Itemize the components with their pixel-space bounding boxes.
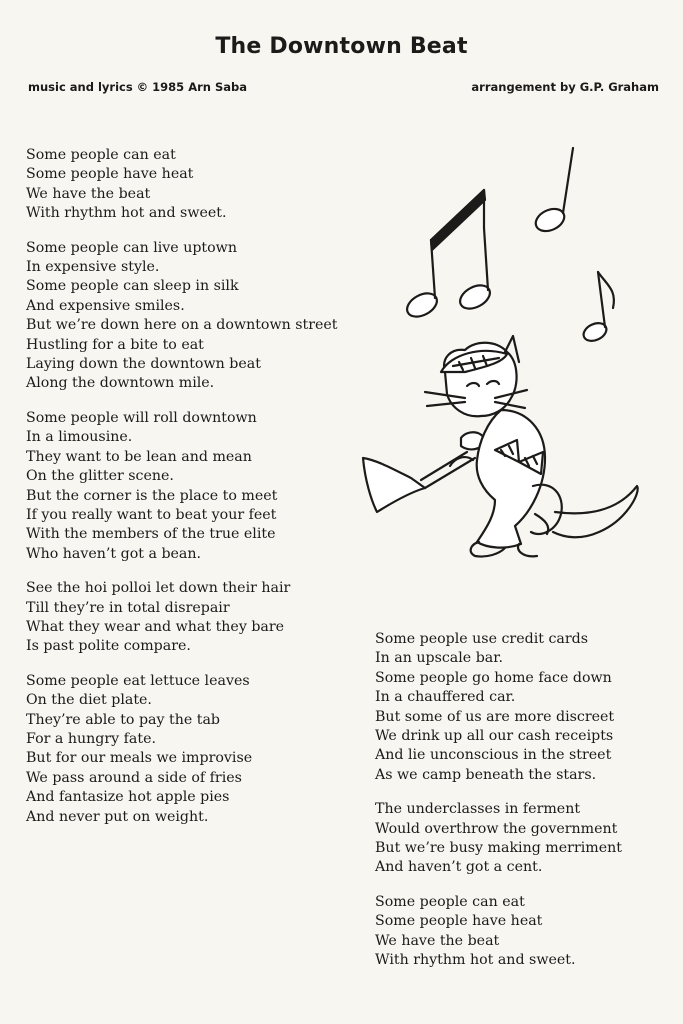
lyric-line: But we’re down here on a downtown street: [26, 317, 338, 334]
lyric-line: And haven’t got a cent.: [375, 859, 543, 876]
lyric-line: Some people have heat: [375, 913, 543, 930]
lyric-line: On the glitter scene.: [26, 468, 174, 485]
lyric-line: Who haven’t got a bean.: [26, 545, 202, 562]
lyric-line: In a limousine.: [26, 429, 133, 446]
lyric-line: For a hungry fate.: [26, 730, 156, 747]
lyric-line: What they wear and what they bare: [26, 618, 285, 635]
lyric-line: But for our meals we improvise: [26, 750, 253, 767]
lyric-line: Hustling for a bite to eat: [26, 336, 204, 353]
lyric-line: But we’re busy making merriment: [375, 840, 622, 857]
lyric-line: Would overthrow the government: [375, 820, 618, 837]
lyric-line: As we camp beneath the stars.: [375, 766, 597, 783]
page-title: The Downtown Beat: [215, 34, 468, 59]
lyric-line: Some people eat lettuce leaves: [26, 672, 250, 689]
cat-playing-trumpet-with-music-notes-icon: [355, 140, 655, 580]
lyric-line: And fantasize hot apple pies: [26, 789, 230, 806]
lyric-line: Some people can eat: [375, 893, 525, 910]
lyric-line: We have the beat: [26, 185, 151, 202]
lyric-line: But the corner is the place to meet: [26, 487, 278, 504]
lyric-line: Some people can eat: [26, 147, 176, 163]
lyric-stanza: [375, 630, 665, 785]
lyrics-right-column: [375, 630, 665, 986]
lyric-line: With rhythm hot and sweet.: [26, 205, 227, 222]
lyric-line: And expensive smiles.: [26, 297, 185, 314]
lyric-line: Along the downtown mile.: [26, 375, 215, 392]
lyric-line: Some people use credit cards: [375, 631, 588, 647]
music-lyrics-credit: music and lyrics © 1985 Arn Saba: [28, 80, 247, 94]
lyric-stanza: [26, 579, 371, 657]
lyric-line: Some people can sleep in silk: [26, 278, 239, 295]
lyric-line: We pass around a side of fries: [26, 769, 242, 786]
lyric-line: Some people have heat: [26, 166, 194, 183]
lyric-line: And never put on weight.: [26, 808, 209, 825]
lyric-line: They want to be lean and mean: [26, 448, 252, 465]
lyric-stanza: [26, 672, 371, 827]
lyric-line: Some people go home face down: [375, 669, 612, 686]
lyric-line: We drink up all our cash receipts: [375, 728, 614, 745]
lyric-line: The underclasses in ferment: [375, 801, 581, 818]
lyric-line: They’re able to pay the tab: [26, 711, 220, 728]
lyric-line: With the members of the true elite: [26, 526, 276, 543]
lyric-line: In an upscale bar.: [375, 650, 503, 667]
arrangement-credit: arrangement by G.P. Graham: [471, 80, 659, 94]
lyric-stanza: [26, 239, 371, 394]
lyric-line: And lie unconscious in the street: [375, 747, 612, 764]
lyric-stanza: [375, 893, 665, 971]
lyric-line: With rhythm hot and sweet.: [375, 952, 576, 969]
lyric-stanza: [375, 800, 665, 878]
lyric-line: Some people will roll downtown: [26, 409, 257, 426]
lyric-line: If you really want to beat your feet: [26, 506, 277, 523]
lyric-line: See the hoi polloi let down their hair: [26, 580, 291, 597]
lyric-line: But some of us are more discreet: [375, 708, 615, 725]
lyrics-left-column: [26, 146, 371, 842]
lyric-line: Laying down the downtown beat: [26, 356, 261, 373]
lyric-line: In a chauffered car.: [375, 689, 516, 706]
lyric-line: Is past polite compare.: [26, 638, 191, 655]
lyric-line: On the diet plate.: [26, 692, 152, 709]
lyric-line: We have the beat: [375, 932, 500, 949]
lyric-line: In expensive style.: [26, 259, 160, 276]
lyric-line: Some people can live uptown: [26, 239, 237, 256]
lyric-stanza: [26, 146, 371, 224]
lyric-line: Till they’re in total disrepair: [26, 599, 230, 616]
lyric-stanza: [26, 409, 371, 564]
